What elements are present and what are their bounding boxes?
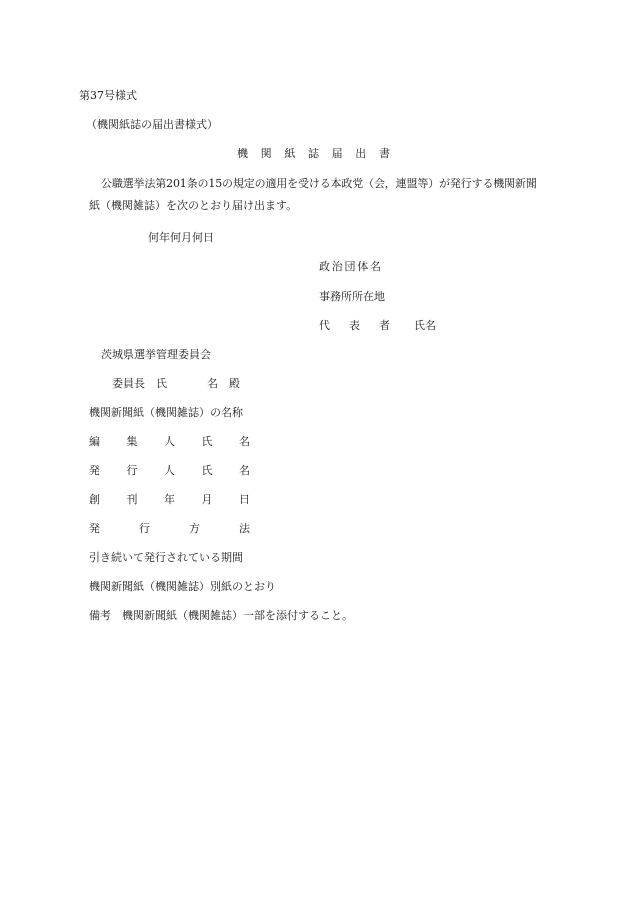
form-title: 機 関 紙 誌 届 出 書 (237, 147, 390, 160)
addressee-chair-suffix: 名 殿 (207, 377, 240, 390)
body-text-line2: 紙（機関雑誌）を次のとおり届け出ます。 (89, 199, 298, 212)
attached-sheet-label: 機関新聞紙（機関雑誌）別紙のとおり (89, 580, 276, 593)
publication-period-label: 引き続いて発行されている期間 (89, 551, 243, 564)
remarks-note: 備考 機関新聞紙（機関雑誌）一部を添付すること。 (89, 609, 353, 622)
addressee-chair-prefix: 委員長 氏 (112, 377, 167, 390)
body-text-line1: 公職選挙法第201条の15の規定の適用を受ける本政党（会，連盟等）が発行する機関新聞 (101, 177, 537, 190)
submission-date: 何年何月何日 (148, 231, 214, 244)
office-address-label: 事務所所在地 (319, 290, 385, 303)
representative-label: 代 表 者 (319, 319, 390, 332)
form-subtitle: （機関紙誌の届出書様式） (86, 118, 218, 131)
publication-method-label: 発 行 方 法 (89, 522, 250, 535)
form-number: 第37号様式 (79, 89, 137, 102)
founding-date-label: 創 刊 年 月 日 (89, 493, 250, 506)
editor-label: 編 集 人 氏 名 (89, 435, 250, 448)
paper-name-label: 機関新聞紙（機関雑誌）の名称 (89, 406, 243, 419)
publisher-label: 発 行 人 氏 名 (89, 464, 250, 477)
addressee-committee: 茨城県選挙管理委員会 (101, 348, 211, 361)
representative-name-label: 氏名 (414, 319, 436, 332)
org-name-label: 政 治 団 体 名 (319, 260, 381, 273)
